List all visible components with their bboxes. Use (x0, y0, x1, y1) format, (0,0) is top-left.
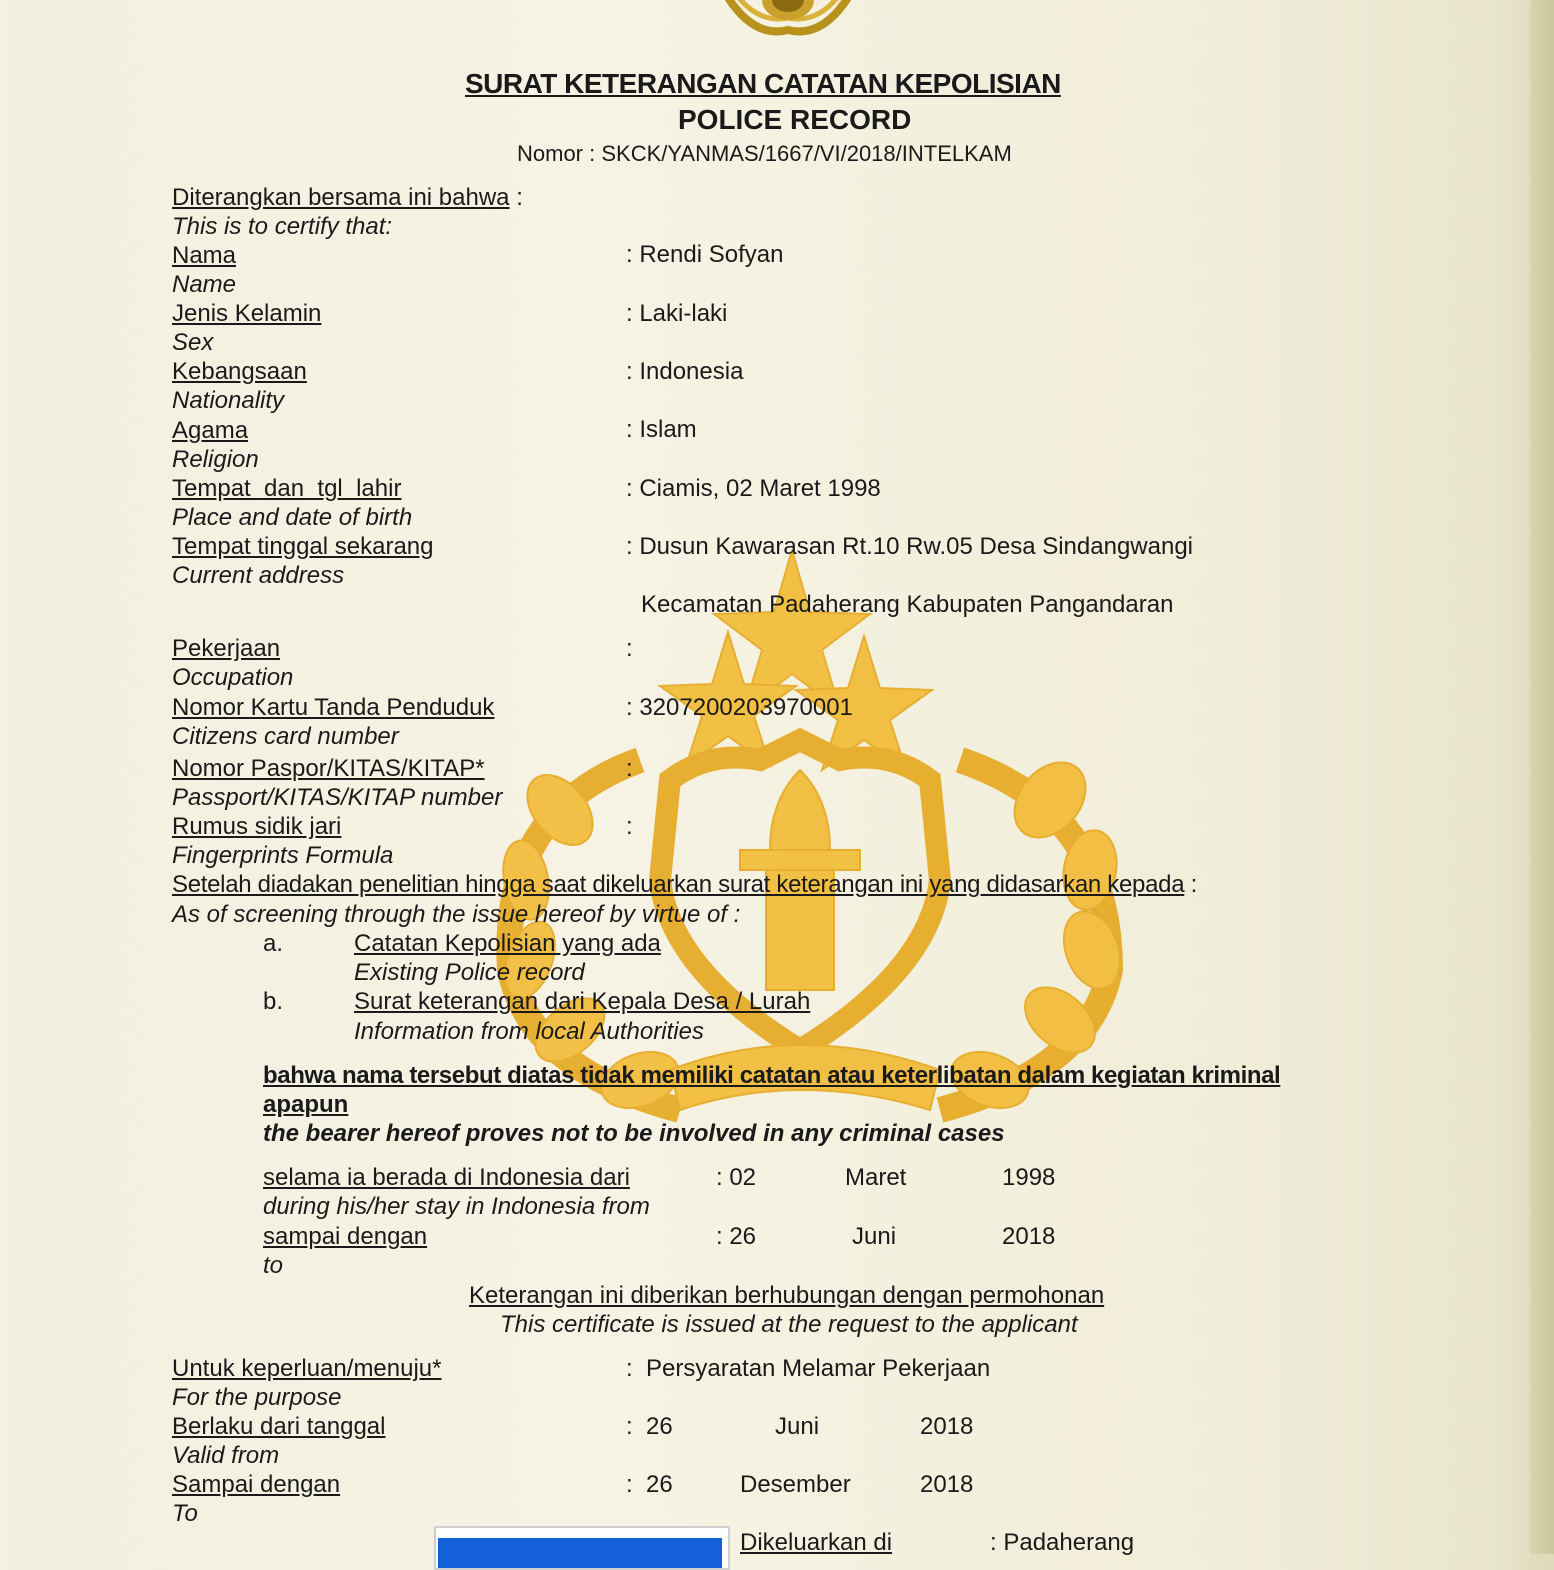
stay-from-label: selama ia berada di Indonesia dari (263, 1164, 630, 1191)
field-label-en-address: Current address (172, 562, 345, 589)
field-value-id-card: : 3207200203970001 (626, 694, 853, 721)
issued-value: : Padaherang (990, 1529, 1135, 1556)
request-line: Keterangan ini diberikan berhubungan dengan permohonan (469, 1282, 1105, 1309)
screening-item-letter: b. (263, 988, 284, 1015)
valid-from-label-en: Valid from (172, 1442, 280, 1469)
field-label-occupation: Pekerjaan (172, 635, 281, 662)
valid-to-month: Desember (740, 1471, 851, 1498)
screening-item-label-en: Information from local Authorities (354, 1018, 704, 1045)
field-label-en-id-card: Citizens card number (172, 723, 399, 750)
field-label-en-religion: Religion (172, 446, 259, 473)
field-label-en-sex: Sex (172, 329, 214, 356)
stay-to-year: 2018 (1002, 1223, 1056, 1250)
field-value-occupation: : (626, 635, 633, 662)
field-label-birth: Tempat dan tgl lahir (172, 475, 402, 502)
field-value-address-line2: Kecamatan Padaherang Kabupaten Pangandaran (641, 591, 1174, 618)
field-value-address: : Dusun Kawarasan Rt.10 Rw.05 Desa Sindangwangi (626, 533, 1193, 560)
screening-item-letter: a. (263, 930, 284, 957)
valid-to-label: Sampai dengan (172, 1471, 341, 1498)
field-label-name: Nama (172, 242, 237, 269)
purpose-value: : Persyaratan Melamar Pekerjaan (626, 1355, 991, 1382)
stay-to-label-en: to (263, 1252, 284, 1279)
intro-label: Diterangkan bersama ini bahwa : (172, 184, 523, 211)
stay-from-label-en: during his/her stay in Indonesia from (263, 1193, 650, 1220)
valid-to-day: : 26 (626, 1471, 673, 1498)
field-value-name: : Rendi Sofyan (626, 241, 784, 268)
field-label-id-card: Nomor Kartu Tanda Penduduk (172, 694, 495, 721)
screening-item-label-en: Existing Police record (354, 959, 585, 986)
valid-to-label-en: To (172, 1500, 198, 1527)
field-value-sex: : Laki-laki (626, 300, 728, 327)
field-label-en-nationality: Nationality (172, 387, 285, 414)
request-line-en: This certificate is issued at the request to the applicant (500, 1311, 1078, 1338)
field-label-fingerprint: Rumus sidik jari (172, 813, 342, 840)
redaction-fill (438, 1538, 722, 1568)
purpose-label-en: For the purpose (172, 1384, 342, 1411)
screening-item-label: Catatan Kepolisian yang ada (354, 930, 661, 957)
purpose-label: Untuk keperluan/menuju* (172, 1355, 442, 1382)
document-title: SURAT KETERANGAN CATATAN KEPOLISIAN (465, 68, 1061, 99)
valid-from-day: : 26 (626, 1413, 673, 1440)
field-value-fingerprint: : (626, 813, 633, 840)
field-value-passport: : (626, 755, 633, 782)
field-label-en-fingerprint: Fingerprints Formula (172, 842, 394, 869)
field-label-en-birth: Place and date of birth (172, 504, 413, 531)
stay-from-year: 1998 (1002, 1164, 1056, 1191)
screening-item-label: Surat keterangan dari Kepala Desa / Lurah (354, 988, 811, 1015)
statement-line-1: bahwa nama tersebut diatas tidak memiliki catatan atau keterlibatan dalam kegiatan kriminal (263, 1062, 1281, 1089)
field-label-nationality: Kebangsaan (172, 358, 307, 385)
statement-line-en: the bearer hereof proves not to be involved in any criminal cases (263, 1120, 1005, 1147)
field-label-religion: Agama (172, 417, 249, 444)
stay-from-month: Maret (845, 1164, 907, 1191)
field-label-en-name: Name (172, 271, 237, 298)
stay-to-label: sampai dengan (263, 1223, 428, 1250)
field-value-nationality: : Indonesia (626, 358, 744, 385)
field-label-passport: Nomor Paspor/KITAS/KITAP* (172, 755, 485, 782)
valid-to-year: 2018 (920, 1471, 974, 1498)
screening-label-en: As of screening through the issue hereof by virtue of : (172, 901, 741, 928)
field-value-religion: : Islam (626, 416, 697, 443)
field-label-address: Tempat tinggal sekarang (172, 533, 434, 560)
field-label-en-occupation: Occupation (172, 664, 294, 691)
valid-from-month: Juni (775, 1413, 820, 1440)
police-crest-top-icon (708, 0, 868, 42)
police-emblem-watermark (470, 550, 1150, 1140)
document-subtitle: POLICE RECORD (678, 104, 912, 135)
intro-label-en: This is to certify that: (172, 213, 393, 240)
document-number: Nomor : SKCK/YANMAS/1667/VI/2018/INTELKAM (517, 141, 1012, 166)
valid-from-label: Berlaku dari tanggal (172, 1413, 386, 1440)
field-value-birth: : Ciamis, 02 Maret 1998 (626, 475, 881, 502)
stay-to-month: Juni (852, 1223, 897, 1250)
page-edge-shadow (1530, 0, 1554, 1554)
field-label-en-passport: Passport/KITAS/KITAP number (172, 784, 503, 811)
field-label-sex: Jenis Kelamin (172, 300, 322, 327)
valid-from-year: 2018 (920, 1413, 974, 1440)
stay-to-day: : 26 (716, 1223, 757, 1250)
screening-label: Setelah diadakan penelitian hingga saat dikeluarkan surat keterangan ini yang didasarkan kepada : (172, 871, 1197, 898)
issued-label: Dikeluarkan di (740, 1529, 893, 1556)
stay-from-day: : 02 (716, 1164, 757, 1191)
statement-line-2: apapun (263, 1091, 349, 1118)
